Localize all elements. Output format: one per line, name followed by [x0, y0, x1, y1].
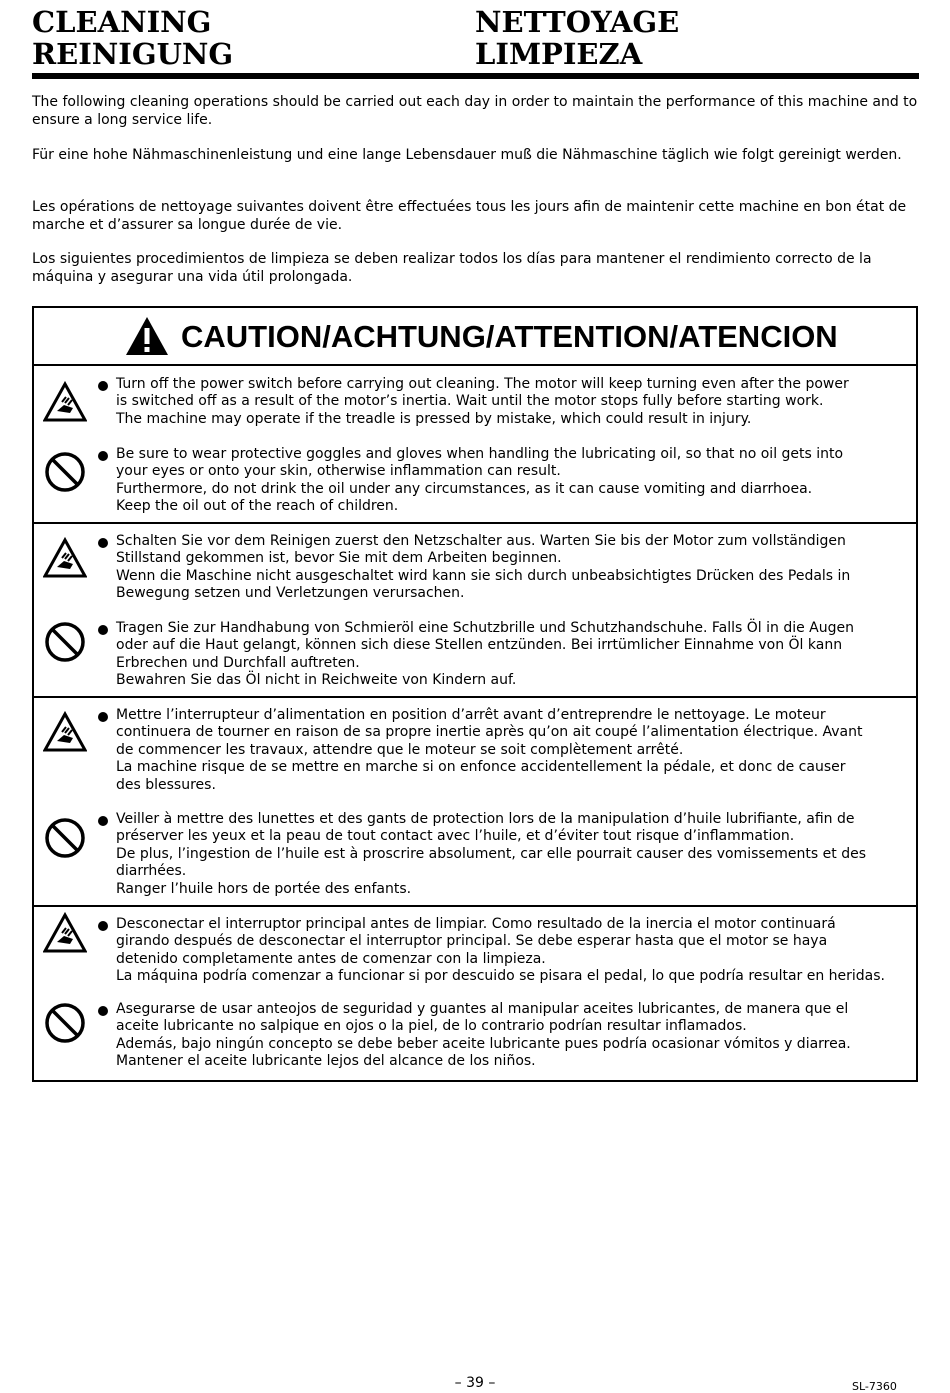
- text-line: Keep the oil out of the reach of children.: [116, 498, 399, 515]
- bullet: [98, 712, 108, 722]
- text-line: Mettre l’interrupteur d’alimentation en position d’arrêt avant d’entreprendre le nettoyage. Le moteur: [116, 707, 826, 723]
- title-es: LIMPIEZA: [475, 37, 643, 71]
- text-line: oder auf die Haut gelangt, können sich diese Stellen entzünden. Bei irrtümlicher Einnahme von Öl kann: [116, 637, 843, 654]
- model-number: SL-7360: [852, 1380, 897, 1393]
- text-line: Ranger l’huile hors de portée des enfants.: [116, 880, 412, 897]
- prohibition-icon: [43, 450, 87, 494]
- text-line: Mantener el aceite lubricante lejos del alcance de los niños.: [116, 1053, 536, 1070]
- text-line: Be sure to wear protective goggles and gloves when handling the lubricating oil, so that no oil gets into: [116, 446, 844, 462]
- text-line: Wenn die Maschine nicht ausgeschaltet wird kann sie sich durch unbeabsichtigtes Drücken des Pedals in: [116, 567, 851, 584]
- text-line: girando después de desconectar el interruptor principal. Se debe esperar hasta que el motor se haya: [116, 933, 828, 950]
- text-line: your eyes or onto your skin, otherwise inflammation can result.: [116, 463, 561, 480]
- caution-text-en-2: [116, 446, 908, 516]
- title-en: CLEANING: [32, 5, 212, 39]
- page-number: – 39 –: [454, 1375, 496, 1391]
- caution-section-fr: [34, 698, 916, 907]
- prohibition-icon: [43, 1001, 87, 1045]
- intro-fr: Les opérations de nettoyage suivantes doivent être effectuées tous les jours afin de maintenir cette machine en bon état de marche et d’assurer sa longue durée de vie.: [32, 199, 907, 233]
- text-line: La máquina podría comenzar a funcionar si por descuido se pisara el pedal, lo que podría resultar en heridas.: [116, 968, 886, 985]
- bullet: [98, 921, 108, 931]
- text-line: Veiller à mettre des lunettes et des gants de protection lors de la manipulation d’huile lubrifiante, afin de: [116, 811, 855, 827]
- text-line: Furthermore, do not drink the oil under any circumstances, as it can cause vomiting and diarrhoea.: [116, 480, 813, 497]
- text-line: Bewahren Sie das Öl nicht in Reichweite von Kindern auf.: [116, 672, 517, 689]
- bullet: [98, 625, 108, 635]
- bullet: [98, 538, 108, 548]
- caution-text-es-1: [116, 916, 908, 986]
- title-fr: NETTOYAGE: [475, 5, 680, 39]
- text-line: des blessures.: [116, 776, 216, 793]
- text-line: Tragen Sie zur Handhabung von Schmieröl eine Schutzbrille und Schutzhandschuhe. Falls Öl in die Augen: [116, 620, 855, 636]
- text-line: continuera de tourner en raison de sa propre inertie après qu’on ait coupé l’alimentation électrique. Avant: [116, 724, 863, 741]
- bullet: [98, 451, 108, 461]
- caution-section-de: [34, 524, 916, 698]
- caution-text-de-2: [116, 620, 908, 690]
- prohibition-icon: [43, 620, 87, 664]
- header-rule: [32, 73, 919, 79]
- caution-text-es-2: [116, 1001, 908, 1071]
- text-line: La machine risque de se mettre en marche si on enfonce accidentellement la pédale, et donc de causer: [116, 759, 846, 776]
- prohibition-icon: [43, 816, 87, 860]
- intro-en: The following cleaning operations should be carried out each day in order to maintain the performance of this machine and to ensure a long service life.: [32, 94, 918, 128]
- text-line: aceite lubricante no salpique en ojos o la piel, de lo contrario podrían resultar inflamados.: [116, 1018, 747, 1035]
- caution-text-fr-2: [116, 811, 908, 898]
- text-line: de commencer les travaux, attendre que le moteur se soit complètement arrêté.: [116, 741, 684, 758]
- hand-caution-icon: [43, 536, 87, 580]
- text-line: is switched off as a result of the motor’s inertia. Wait until the motor stops fully before starting work.: [116, 393, 824, 410]
- intro-de: Für eine hohe Nähmaschinenleistung und eine lange Lebensdauer muß die Nähmaschine täglich wie folgt gereinigt werden.: [32, 147, 902, 163]
- text-line: diarrhées.: [116, 863, 187, 880]
- caution-section-es: [34, 907, 916, 1080]
- bullet: [98, 816, 108, 826]
- text-line: Schalten Sie vor dem Reinigen zuerst den Netzschalter aus. Warten Sie bis der Motor zum vollständigen: [116, 533, 846, 549]
- caution-section-en: [34, 366, 916, 524]
- text-line: The machine may operate if the treadle is pressed by mistake, which could result in injury.: [116, 410, 752, 427]
- header-right: [475, 6, 679, 70]
- caution-text-fr-1: [116, 707, 908, 794]
- hand-caution-icon: [43, 380, 87, 424]
- text-line: Stillstand gekommen ist, bevor Sie mit dem Arbeiten beginnen.: [116, 550, 562, 567]
- text-line: Turn off the power switch before carrying out cleaning. The motor will keep turning even after the power: [116, 376, 849, 392]
- text-line: De plus, l’ingestion de l’huile est à proscrire absolument, car elle pourrait causer des vomissements et des: [116, 845, 866, 862]
- text-line: préserver les yeux et la peau de tout contact avec l’huile, et d’éviter tout risque d’inflammation.: [116, 828, 795, 845]
- text-line: Desconectar el interruptor principal antes de limpiar. Como resultado de la inercia el motor continuará: [116, 916, 836, 932]
- hand-caution-icon: [43, 710, 87, 754]
- caution-text-en-1: [116, 376, 908, 428]
- caution-header: [34, 308, 916, 366]
- intro-es: Los siguientes procedimientos de limpieza se deben realizar todos los días para mantener el rendimiento correcto de la máquina y asegurar una vida útil prolongada.: [32, 251, 872, 285]
- caution-title: CAUTION/ACHTUNG/ATTENTION/ATENCION: [181, 319, 838, 354]
- text-line: Además, bajo ningún concepto se debe beber aceite lubricante pues podría ocasionar vómitos y diarrea.: [116, 1035, 851, 1052]
- caution-text-de-1: [116, 533, 908, 603]
- hand-caution-icon: [43, 911, 87, 955]
- text-line: Erbrechen und Durchfall auftreten.: [116, 654, 360, 671]
- bullet: [98, 1006, 108, 1016]
- bullet: [98, 381, 108, 391]
- caution-box: [32, 306, 918, 1082]
- header-left: [32, 6, 233, 70]
- warning-triangle-icon: [125, 316, 169, 356]
- text-line: Asegurarse de usar anteojos de seguridad y guantes al manipular aceites lubricantes, de manera que el: [116, 1001, 849, 1017]
- text-line: Bewegung setzen und Verletzungen verursachen.: [116, 585, 465, 602]
- page-header: [32, 6, 920, 74]
- text-line: detenido completamente antes de comenzar con la limpieza.: [116, 950, 546, 967]
- title-de: REINIGUNG: [32, 37, 234, 71]
